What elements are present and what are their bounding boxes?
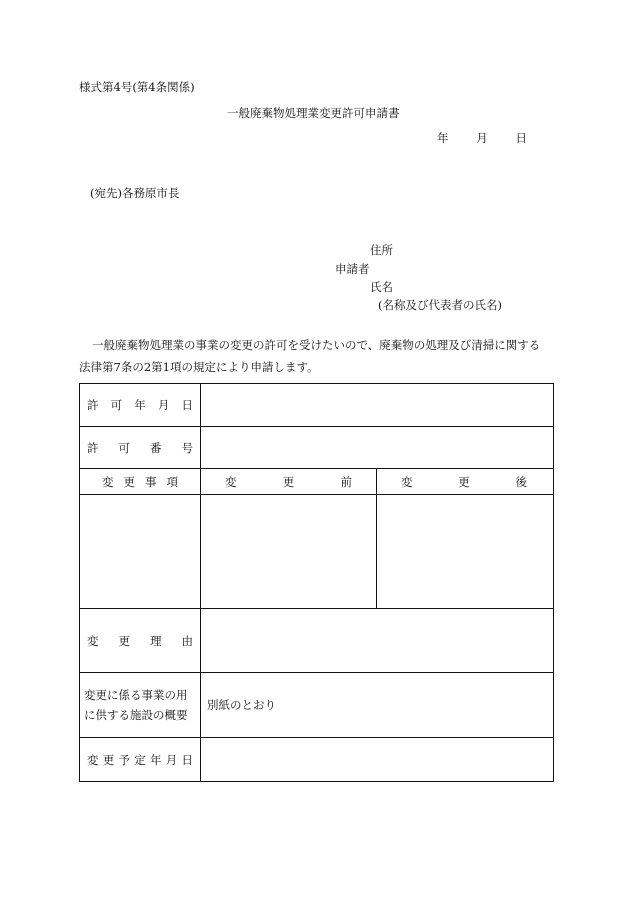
change-item-field[interactable]	[80, 495, 201, 609]
label-char: 予	[118, 752, 130, 767]
header-char: 変	[102, 474, 114, 489]
label-char: 年	[134, 398, 146, 412]
label-char: 日	[181, 752, 193, 767]
application-form-table	[79, 383, 554, 782]
permit-date-row	[80, 384, 554, 427]
label-char: 日	[181, 398, 193, 412]
form-number: 様式第4号(第4条関係)	[79, 80, 195, 94]
permit-number-row	[80, 427, 554, 469]
change-reason-row	[80, 609, 554, 673]
change-item-header	[80, 469, 201, 495]
permit-date-field[interactable]	[201, 384, 554, 427]
header-char: 後	[515, 474, 527, 489]
applicant-label: 申請者	[335, 262, 370, 276]
name-note: (名称及び代表者の氏名)	[378, 298, 502, 312]
name-label: 氏名	[370, 280, 393, 294]
change-reason-label	[80, 609, 201, 673]
after-change-field[interactable]	[377, 495, 554, 609]
label-char: 更	[118, 633, 130, 648]
header-char: 更	[123, 474, 135, 489]
scheduled-date-label	[80, 738, 201, 782]
label-char: 可	[118, 440, 130, 455]
change-detail-row	[80, 495, 554, 609]
body-text-line-1: 一般廃棄物処理業の事業の変更の許可を受けたいので、廃棄物の処理及び清掃に関する	[92, 338, 541, 352]
facility-summary-label	[80, 673, 201, 738]
permit-number-label	[80, 427, 201, 469]
header-char: 更	[282, 474, 295, 489]
facility-summary-value: 別紙のとおり	[207, 698, 276, 712]
label-char: 号	[181, 440, 193, 455]
address-label: 住所	[370, 243, 393, 257]
change-reason-field[interactable]	[201, 609, 554, 673]
label-char: 番	[150, 440, 162, 455]
change-header-row	[80, 469, 554, 495]
header-char: 事	[145, 474, 157, 489]
before-change-header	[201, 469, 377, 495]
label-char: 由	[181, 633, 193, 648]
date-line	[437, 133, 527, 145]
facility-row	[80, 673, 554, 738]
label-char: 定	[134, 752, 146, 767]
body-text-line-2: 法律第7条の2第1項の規定により申請します。	[79, 360, 319, 374]
document-title: 一般廃棄物処理業変更許可申請書	[227, 106, 400, 120]
before-change-field[interactable]	[201, 495, 377, 609]
header-char: 項	[166, 474, 178, 489]
scheduled-date-row	[80, 738, 554, 782]
permit-number-field[interactable]	[201, 427, 554, 469]
facility-label-line-1: 変更に係る事業の用	[84, 688, 188, 702]
label-char: 更	[102, 752, 115, 767]
header-char: 変	[225, 474, 237, 489]
label-char: 変	[87, 752, 99, 767]
label-char: 理	[150, 633, 162, 648]
header-char: 変	[401, 474, 413, 489]
header-char: 更	[458, 474, 470, 489]
facility-label-line-2: に供する施設の概要	[84, 708, 188, 722]
label-char: 月	[165, 752, 178, 767]
day-unit: 日	[515, 131, 527, 145]
permit-date-label	[80, 384, 201, 427]
label-char: 月	[157, 398, 170, 412]
scheduled-date-field[interactable]	[201, 738, 554, 782]
year-unit: 年	[437, 131, 449, 145]
label-char: 許	[87, 398, 99, 412]
label-char: 許	[87, 440, 99, 455]
label-char: 変	[87, 633, 99, 648]
after-change-header	[377, 469, 554, 495]
addressee: (宛先)各務原市長	[90, 186, 180, 200]
month-unit: 月	[476, 131, 488, 145]
header-char: 前	[340, 474, 352, 489]
label-char: 可	[110, 398, 123, 412]
facility-summary-field[interactable]	[201, 673, 554, 738]
label-char: 年	[150, 752, 162, 767]
